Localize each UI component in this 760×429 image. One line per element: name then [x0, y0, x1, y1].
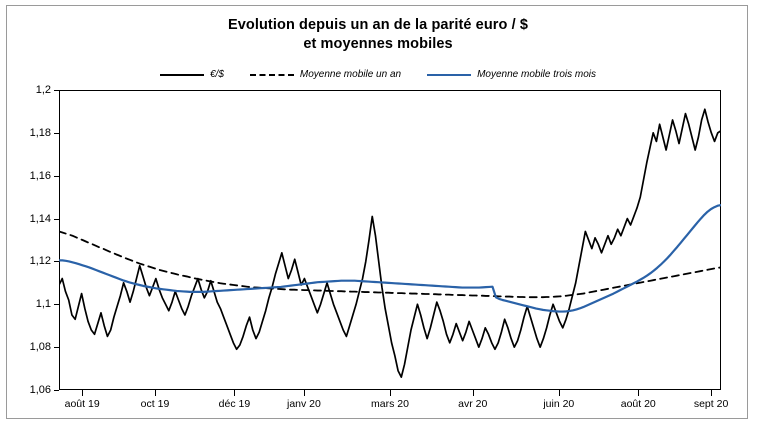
legend-swatch-dashed-line-icon — [250, 70, 294, 80]
plot-svg — [59, 90, 721, 390]
y-axis-tick-mark — [54, 304, 59, 305]
y-axis-tick-mark — [54, 219, 59, 220]
series-line — [59, 205, 721, 312]
legend-label: €/$ — [209, 69, 224, 80]
y-axis-tick-mark — [54, 390, 59, 391]
legend-item-moyenne-un-an — [250, 69, 401, 80]
x-axis-tick-label: août 19 — [64, 398, 100, 410]
chart-subtitle: et moyennes mobiles — [303, 36, 453, 52]
plot-area — [59, 90, 721, 390]
x-axis-tick-mark — [473, 390, 474, 396]
x-axis-tick-label: mars 20 — [371, 398, 409, 410]
y-axis-tick-mark — [54, 176, 59, 177]
legend-item-moyenne-trois-mois — [427, 69, 596, 80]
y-axis-tick-mark — [54, 133, 59, 134]
y-axis-tick-label: 1,08 — [29, 341, 51, 354]
x-axis-tick-label: juin 20 — [543, 398, 575, 410]
x-axis-tick-mark — [82, 390, 83, 396]
y-axis-tick-label: 1,14 — [29, 212, 51, 225]
x-axis-tick-mark — [390, 390, 391, 396]
y-axis-tick-label: 1,2 — [35, 84, 51, 96]
y-axis-tick-mark — [54, 347, 59, 348]
x-axis-tick-mark — [638, 390, 639, 396]
y-axis-tick-label: 1,06 — [29, 384, 51, 396]
chart-frame — [6, 5, 748, 419]
y-axis-tick-label: 1,12 — [29, 255, 51, 268]
x-axis-tick-mark — [304, 390, 305, 396]
chart-legend — [7, 69, 749, 80]
x-axis-tick-label: avr 20 — [458, 398, 488, 410]
x-axis-tick-label: août 20 — [620, 398, 656, 410]
legend-swatch-line-icon — [160, 70, 204, 80]
x-axis-tick-label: janv 20 — [287, 398, 321, 410]
y-axis-tick-mark — [54, 261, 59, 262]
y-axis-tick-label: 1,1 — [35, 298, 51, 311]
x-axis-tick-label: déc 19 — [218, 398, 251, 410]
x-axis-tick-mark — [711, 390, 712, 396]
series-line — [59, 109, 721, 377]
legend-label: Moyenne mobile un an — [299, 69, 402, 80]
legend-swatch-blue-line-icon — [427, 70, 471, 80]
x-axis-tick-mark — [155, 390, 156, 396]
legend-label: Moyenne mobile trois mois — [477, 69, 597, 80]
chart-title: Evolution depuis un an de la parité euro / $ — [227, 17, 529, 33]
x-axis-tick-mark — [559, 390, 560, 396]
y-axis-tick-label: 1,16 — [29, 169, 51, 182]
x-axis-tick-label: oct 19 — [140, 398, 170, 410]
y-axis-tick-label: 1,18 — [29, 126, 51, 139]
y-axis-tick-mark — [54, 90, 59, 91]
x-axis-tick-label: sept 20 — [693, 398, 729, 410]
chart-title-block — [7, 16, 749, 54]
x-axis-tick-mark — [234, 390, 235, 396]
legend-item-euro-dollar — [160, 69, 224, 80]
